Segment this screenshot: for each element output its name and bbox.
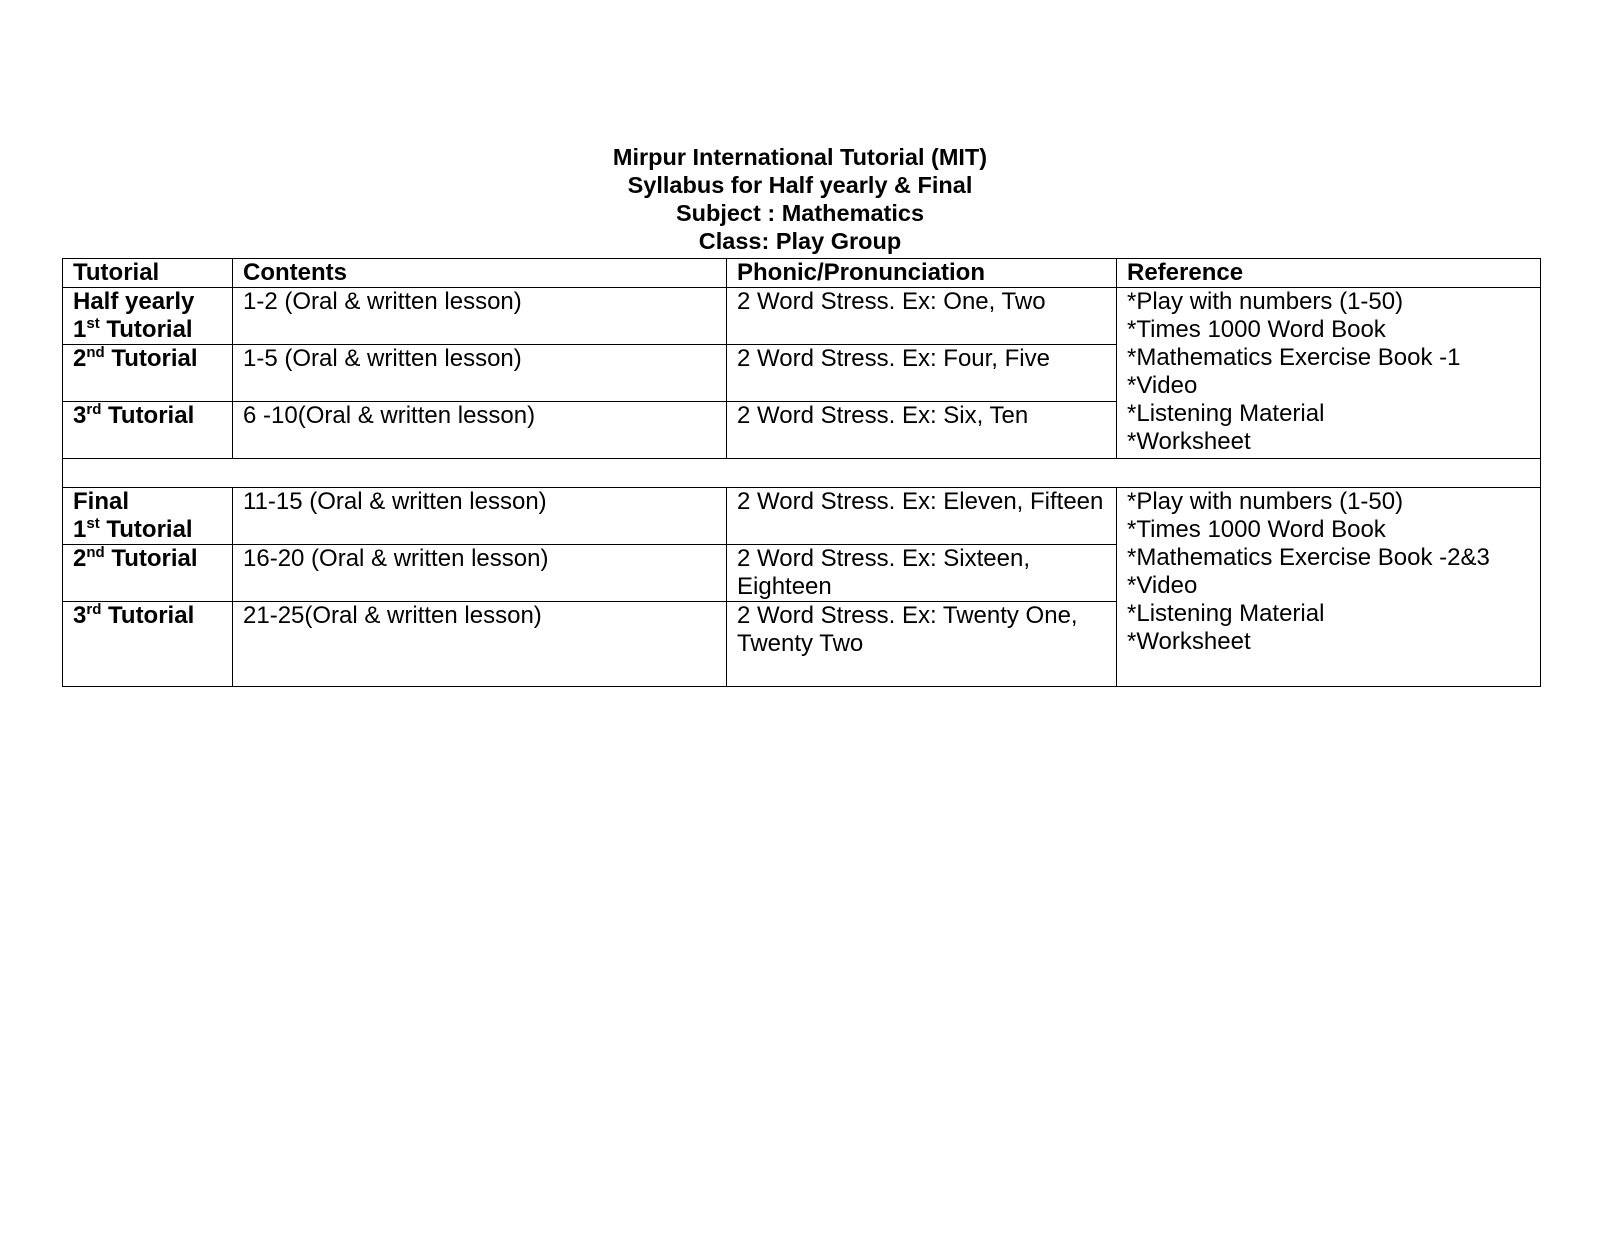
subject-title: Subject : Mathematics bbox=[675, 200, 925, 226]
reference-item: *Times 1000 Word Book bbox=[1127, 316, 1386, 343]
contents-cell: 21-25(Oral & written lesson) bbox=[233, 602, 727, 687]
reference-item: *Video bbox=[1127, 572, 1198, 599]
reference-item: *Listening Material bbox=[1127, 600, 1325, 627]
table-header-row bbox=[63, 259, 1541, 288]
phonic-cell: 2 Word Stress. Ex: Eleven, Fifteen bbox=[727, 488, 1117, 545]
tutorial-label: Tutorial bbox=[104, 345, 198, 372]
reference-item: *Mathematics Exercise Book -2&3 bbox=[1127, 544, 1490, 571]
tutorial-number: 3 bbox=[73, 402, 87, 429]
tutorial-cell bbox=[63, 345, 233, 402]
reference-item: *Mathematics Exercise Book -1 bbox=[1127, 344, 1461, 371]
tutorial-label: Tutorial bbox=[99, 316, 193, 343]
column-header-phonic: Phonic/Pronunciation bbox=[727, 259, 1117, 288]
tutorial-number: 1 bbox=[73, 516, 87, 543]
ordinal-suffix: st bbox=[86, 515, 100, 532]
phonic-line: Eighteen bbox=[737, 573, 832, 600]
reference-cell-half-yearly bbox=[1117, 288, 1541, 459]
tutorial-cell bbox=[63, 488, 233, 545]
phonic-cell: 2 Word Stress. Ex: One, Two bbox=[727, 288, 1117, 345]
phonic-line: 2 Word Stress. Ex: Sixteen, bbox=[737, 545, 1031, 572]
tutorial-number: 2 bbox=[73, 545, 87, 572]
reference-item: *Times 1000 Word Book bbox=[1127, 516, 1386, 543]
tutorial-number: 1 bbox=[73, 316, 87, 343]
table-row bbox=[63, 488, 1541, 545]
spacer-row bbox=[63, 459, 1541, 488]
class-title: Class: Play Group bbox=[698, 228, 902, 254]
column-header-tutorial: Tutorial bbox=[63, 259, 233, 288]
reference-item: *Video bbox=[1127, 372, 1198, 399]
tutorial-label: Tutorial bbox=[104, 545, 198, 572]
syllabus-table bbox=[62, 258, 1541, 687]
contents-cell: 1-5 (Oral & written lesson) bbox=[233, 345, 727, 402]
tutorial-cell bbox=[63, 402, 233, 459]
tutorial-cell bbox=[63, 545, 233, 602]
reference-item: *Play with numbers (1-50) bbox=[1127, 488, 1404, 515]
document-header bbox=[0, 143, 1600, 255]
reference-item: *Listening Material bbox=[1127, 400, 1325, 427]
column-header-reference: Reference bbox=[1117, 259, 1541, 288]
ordinal-suffix: nd bbox=[86, 544, 105, 561]
tutorial-label: Tutorial bbox=[99, 516, 193, 543]
tutorial-label: Tutorial bbox=[101, 602, 195, 629]
syllabus-title: Syllabus for Half yearly & Final bbox=[627, 172, 973, 198]
phonic-cell bbox=[727, 602, 1117, 687]
ordinal-suffix: rd bbox=[86, 601, 102, 618]
ordinal-suffix: nd bbox=[86, 344, 105, 361]
phonic-cell bbox=[727, 545, 1117, 602]
tutorial-cell bbox=[63, 602, 233, 687]
phonic-line: Twenty Two bbox=[737, 630, 864, 657]
contents-cell: 6 -10(Oral & written lesson) bbox=[233, 402, 727, 459]
tutorial-number: 3 bbox=[73, 602, 87, 629]
contents-cell: 16-20 (Oral & written lesson) bbox=[233, 545, 727, 602]
reference-cell-final bbox=[1117, 488, 1541, 687]
phonic-cell: 2 Word Stress. Ex: Four, Five bbox=[727, 345, 1117, 402]
ordinal-suffix: rd bbox=[86, 401, 102, 418]
ordinal-suffix: st bbox=[86, 315, 100, 332]
reference-item: *Play with numbers (1-50) bbox=[1127, 288, 1404, 315]
reference-item: *Worksheet bbox=[1127, 628, 1251, 655]
spacer-cell bbox=[63, 459, 1541, 488]
tutorial-number: 2 bbox=[73, 345, 87, 372]
table-row bbox=[63, 288, 1541, 345]
tutorial-label: Tutorial bbox=[101, 402, 195, 429]
phonic-line: 2 Word Stress. Ex: Twenty One, bbox=[737, 602, 1078, 629]
phonic-cell: 2 Word Stress. Ex: Six, Ten bbox=[727, 402, 1117, 459]
contents-cell: 1-2 (Oral & written lesson) bbox=[233, 288, 727, 345]
reference-item: *Worksheet bbox=[1127, 428, 1251, 455]
column-header-contents: Contents bbox=[233, 259, 727, 288]
term-label: Final bbox=[73, 488, 130, 515]
school-name: Mirpur International Tutorial (MIT) bbox=[612, 144, 988, 170]
contents-cell: 11-15 (Oral & written lesson) bbox=[233, 488, 727, 545]
tutorial-cell bbox=[63, 288, 233, 345]
term-label: Half yearly bbox=[73, 288, 195, 315]
